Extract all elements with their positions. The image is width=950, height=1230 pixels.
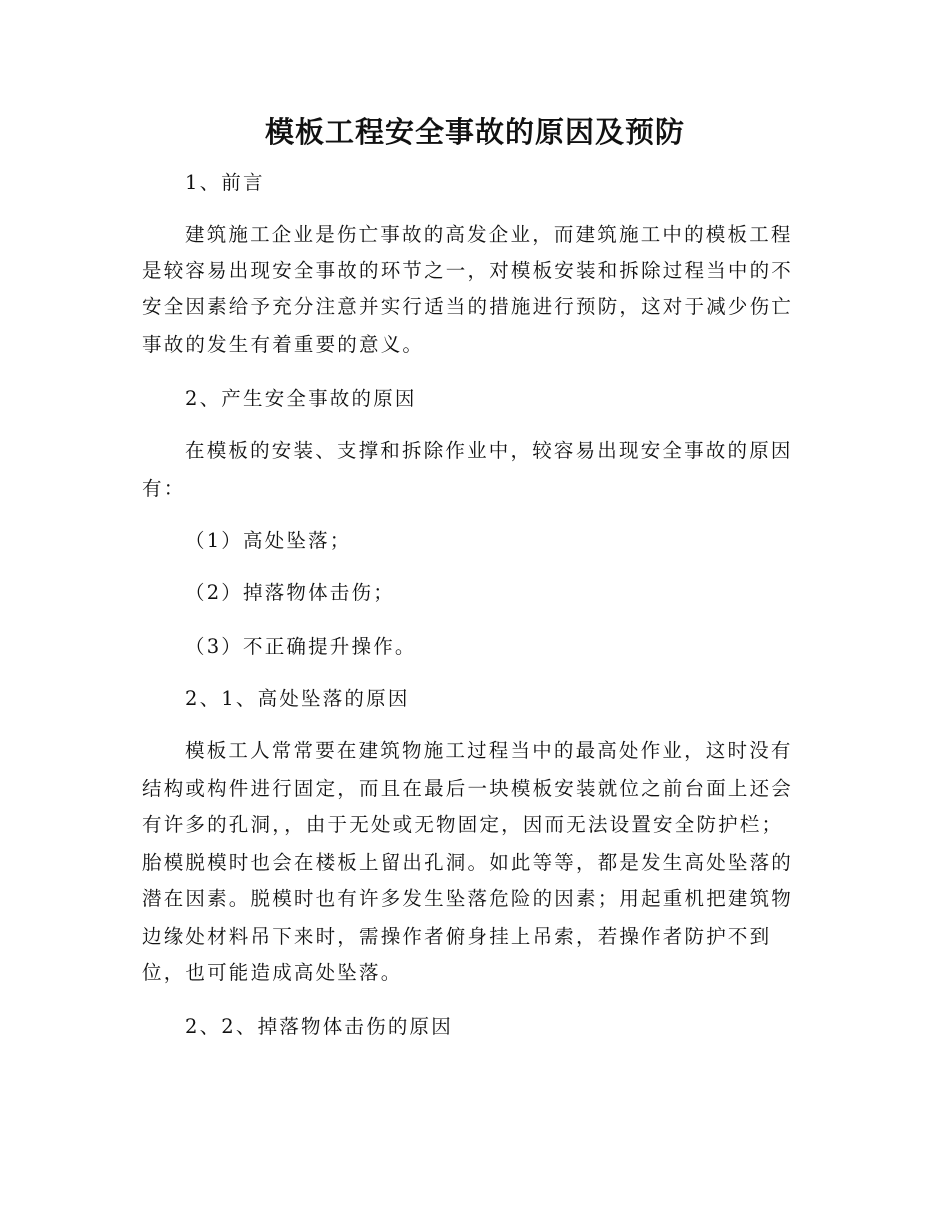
paragraph-line: 事故的发生有着重要的意义。 bbox=[142, 333, 425, 356]
paragraph-line: 是较容易出现安全事故的环节之一，对模板安装和拆除过程当中的不 bbox=[142, 259, 794, 282]
cause-item: （1）高处坠落； bbox=[185, 529, 352, 552]
paragraph-line: 在模板的安装、支撑和拆除作业中，较容易出现安全事故的原因 bbox=[185, 439, 793, 462]
paragraph-line: 建筑施工企业是伤亡事故的高发企业，而建筑施工中的模板工程 bbox=[185, 223, 793, 246]
cause-item: （3）不正确提升操作。 bbox=[185, 635, 417, 658]
paragraph-line: 结构或构件进行固定，而且在最后一块模板安装就位之前台面上还会 bbox=[142, 777, 794, 800]
document-title: 模板工程安全事故的原因及预防 bbox=[264, 115, 685, 149]
paragraph-line: 边缘处材料吊下来时，需操作者俯身挂上吊索，若操作者防护不到 bbox=[142, 925, 772, 948]
paragraph-line: 有： bbox=[142, 477, 186, 500]
paragraph-line: 模板工人常常要在建筑物施工过程当中的最高处作业，这时没有 bbox=[185, 739, 793, 762]
paragraph-line: 有许多的孔洞，，由于无处或无物固定，因而无法设置安全防护栏； bbox=[142, 813, 784, 836]
cause-item: （2）掉落物体击伤； bbox=[185, 581, 395, 604]
section-1-heading: 1、前言 bbox=[185, 171, 265, 194]
paragraph-line: 潜在因素。脱模时也有许多发生坠落危险的因素；用起重机把建筑物 bbox=[142, 887, 794, 910]
paragraph-line: 位，也可能造成高处坠落。 bbox=[142, 961, 403, 984]
section-2-1-heading: 2、1、高处坠落的原因 bbox=[185, 687, 410, 710]
section-2-heading: 2、产生安全事故的原因 bbox=[185, 387, 417, 410]
paragraph-line: 胎模脱模时也会在楼板上留出孔洞。如此等等，都是发生高处坠落的 bbox=[142, 851, 794, 874]
paragraph-line: 安全因素给予充分注意并实行适当的措施进行预防，这对于减少伤亡 bbox=[142, 295, 794, 318]
section-2-2-heading: 2、2、掉落物体击伤的原因 bbox=[185, 1015, 453, 1038]
